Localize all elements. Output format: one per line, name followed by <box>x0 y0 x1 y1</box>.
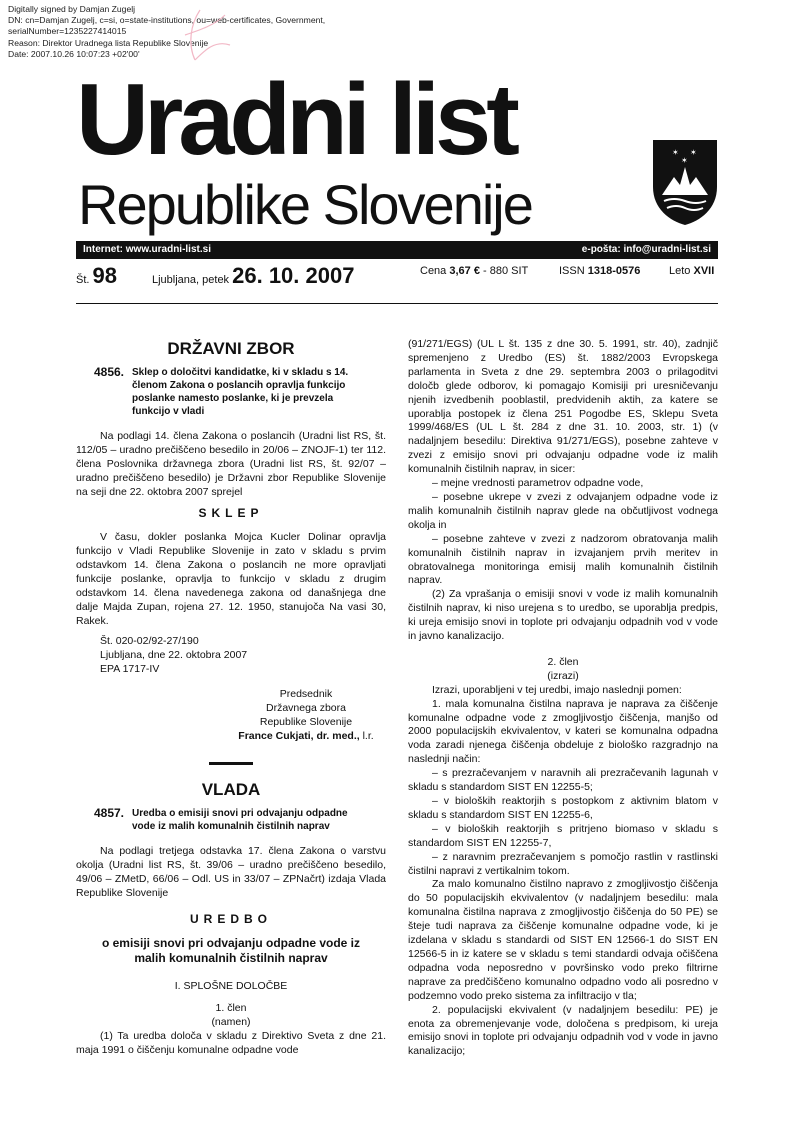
signature-line: DN: cn=Damjan Zugelj, c=si, o=state-institutions, ou=web-certificates, Government, <box>8 15 326 26</box>
paragraph: (1) Ta uredba določa v skladu z Direktivo Sveta z dne 21. maja 1991 o čiščenju komunalne odpadne vode <box>76 1030 386 1057</box>
act-number: 4856. <box>93 364 124 379</box>
signatory-name <box>226 730 386 744</box>
coat-of-arms-icon <box>650 137 720 227</box>
list-item: – mejne vrednosti parametrov odpadne vode, <box>432 477 644 490</box>
issue-place-day: Ljubljana, petek <box>152 274 230 286</box>
masthead-bar <box>76 241 718 259</box>
signatory-country: Republike Slovenije <box>259 716 353 729</box>
price-value: 3,67 € <box>449 265 480 277</box>
act-number: 4857. <box>93 805 124 820</box>
signatory-name-bold: France Cukjati, dr. med., <box>238 730 360 743</box>
svg-text:✶: ✶ <box>681 156 688 165</box>
reference-epa: EPA 1717-IV <box>100 662 160 675</box>
issue-date <box>152 263 354 289</box>
issn-value: 1318-0576 <box>587 265 641 277</box>
paragraph: (91/271/EGS) (UL L št. 135 z dne 30. 5. 1991, str. 40), zadnjič spremenjeno z Uredbo (ES) št. 1882/2003 Evropskega parlamenta in Sveta z dne 29. septembra 2003 o prilagoditvi določb glede odborov, ki pomagajo Komisiji pri uresničevanju njenih izvedbenih pooblastil, predvidenih aktih, za katere se uporablja postopek iz člena 251 Pogodbe ES, Sklepu Sveta 1999/468/ES (UL L št. 284 z dne 31. 10. 2003, str. 1) (v nadaljnjem besedilu: Direktiva 91/271/EGS), posebne zahteve v zvezi z emisijo snovi pri odvajanju odpadne vode iz malih komunalnih čistilnih naprav, in sicer: <box>408 338 718 476</box>
email-link[interactable]: e-pošta: info@uradni-list.si <box>581 244 711 255</box>
paragraph: Na podlagi tretjega odstavka 17. člena Zakona o varstvu okolja (Uradni list RS, št. 39/06 – uradno prečiščeno besedilo, 49/06 – ZMetD, 66/06 – Odl. US in 33/07 – ZPNačrt) izdaja Vlada Republike Slovenije <box>76 844 386 899</box>
sklep-heading: SKLEP <box>198 506 264 521</box>
signatory-body: Državnega zbora <box>266 702 346 715</box>
signature-line: Date: 2007.10.26 10:07:23 +02'00' <box>8 48 140 59</box>
article-subtitle: (namen) <box>211 1016 251 1029</box>
list-item: – v bioloških reaktorjih s pritrjeno biomaso v skladu s standardom SIST EN 12255-7, <box>408 822 718 849</box>
list-item: – posebne ukrepe v zvezi z odvajanjem odpadne vode iz malih komunalnih čistilnih naprav glede na občutljivost vodnega okolja in <box>408 490 718 531</box>
list-item: – s prezračevanjem v naravnih ali prezračevanih lagunah v skladu s standardom SIST EN 12255-5; <box>408 767 718 794</box>
year-value: XVII <box>693 265 715 277</box>
paragraph: V času, dokler poslanka Mojca Kucler Dolinar opravlja funkcijo v Vladi Republike Slovenije in zato v skladu s prvim odstavkom 14. člena Zakona o poslancih ne more opravljati funkcije poslanke, opravlja to funkcijo v skladu z drugim odstavkom 14. člena navedenega zakona od današnjega dne dalje Majda Zupan, rojena 27. 12. 1950, stanujoča Na vasi 30, Rakek. <box>76 531 386 627</box>
uredbo-title: o emisiji snovi pri odvajanju odpadne vode iz malih komunalnih čistilnih naprav <box>101 936 361 966</box>
svg-text:✶: ✶ <box>690 148 697 157</box>
header-divider <box>76 303 718 304</box>
digital-signature <box>8 4 325 60</box>
article-heading: 2. člen <box>547 655 579 668</box>
paragraph: Za malo komunalno čistilno napravo z zmogljivostjo čiščenja do 50 populacijskih ekvivalentov (v nadaljnjem besedilu: mala komunalna čistilna naprava z zmogljivostjo čiščenja do 50 PE) se šteje tudi naprava za čiščenje komunalne odpadne vode, ki je izdelana v skladu s standardi od SIST EN 12566-1 do SIST EN 12566-5 in iz katere se v skladu s temi standardi odvaja očiščena odpadna voda neposredno v površinsko vodo preko filtrirne naprave za predčiščeno komunalno odpadno vodo ali posredno v podzemno vodo preko sistema za infiltracijo v tla; <box>408 878 718 1002</box>
issn-label: ISSN <box>559 265 585 277</box>
section-heading-vlada: VLADA <box>201 780 261 800</box>
paragraph: 2. populacijski ekvivalent (v nadaljnjem besedilu: PE) je enota za obremenjevanje vode, določena s predpisom, ki ureja emisijo snovi in toplote pri odvajanju odpadnih vod v vode in javno kanalizacijo; <box>408 1003 718 1058</box>
internet-link[interactable]: Internet: www.uradni-list.si <box>83 244 211 255</box>
signatory-lr: l.r. <box>359 730 374 743</box>
signatory <box>226 688 386 744</box>
issue-issn <box>559 265 640 277</box>
issue-number-label: Št. <box>76 274 90 286</box>
svg-text:✶: ✶ <box>672 148 679 157</box>
act-4857[interactable] <box>76 807 386 833</box>
right-column <box>408 338 718 1059</box>
issue-date-value: 26. 10. 2007 <box>232 263 355 288</box>
signature-mark-icon <box>170 5 240 65</box>
signature-line: Reason: Direktor Uradnega lista Republike Slovenije <box>8 37 209 48</box>
reference-place-date: Ljubljana, dne 22. oktobra 2007 <box>100 648 248 661</box>
price-label: Cena <box>420 265 447 277</box>
list-item: – z naravnim prezračevanjem s pomočjo rastlin v rastlinski čistilni napravi z vertikalnim tokom. <box>408 850 718 877</box>
masthead-subtitle: Republike Slovenije <box>78 173 532 236</box>
issue-price <box>420 265 528 277</box>
issue-number-value: 98 <box>92 263 117 288</box>
paragraph: Izrazi, uporabljeni v tej uredbi, imajo naslednji pomen: <box>432 683 682 696</box>
signature-line: serialNumber=1235227414015 <box>8 26 127 37</box>
year-label: Leto <box>669 265 691 277</box>
list-item: – v bioloških reaktorjih s postopkom z aktivnim blatom v skladu s standardom SIST EN 12255-6, <box>408 795 718 821</box>
reference-number: Št. 020-02/92-27/190 <box>100 634 199 647</box>
masthead-title: Uradni list <box>76 64 515 176</box>
act-4856[interactable] <box>76 366 386 418</box>
issue-year <box>669 265 714 277</box>
article-subtitle: (izrazi) <box>547 669 579 682</box>
section-heading-dz: DRŽAVNI ZBOR <box>167 339 295 358</box>
uredbo-heading: UREDBO <box>189 911 272 926</box>
list-item: – posebne zahteve v zvezi z nadzorom obratovanja malih komunalnih čistilnih naprav in izvajanjem prvih meritev in obratovalnega monitoringa emisij malih komunalnih čistilnih naprav. <box>408 532 718 587</box>
paragraph: Na podlagi 14. člena Zakona o poslancih (Uradni list RS, št. 112/05 – uradno prečiščeno besedilo in 20/06 – ZNOJF-1) ter 112. člena Poslovnika državnega zbora (Uradni list RS, št. 92/07 – uradno prečiščeno besedilo) je Državni zbor Republike Slovenije na seji dne 22. oktobra 2007 sprejel <box>76 429 386 498</box>
price-sit: - 880 SIT <box>483 265 529 277</box>
left-column <box>76 338 386 1058</box>
paragraph: (2) Za vprašanja o emisiji snovi v vode iz malih komunalnih čistilnih naprav, ki niso urejena s to uredbo, se uporablja predpis, ki ureja emisijo snovi in toplote pri odvajanju odpadnih vod v vode in javno kanalizacijo. <box>408 588 718 643</box>
paragraph: 1. mala komunalna čistilna naprava je naprava za čiščenje komunalne odpadne vode z zmogljivostjo čiščenja, manjšo od 2000 populacijskih ekvivalentov, v kateri se komunalna odpadna voda zaradi njenega čiščenja obdeluje z biološko razgradnjo na naslednji način: <box>408 697 718 766</box>
signature-line: Digitally signed by Damjan Zugelj <box>8 4 136 14</box>
signatory-title: Predsednik <box>279 688 333 701</box>
act-title: Sklep o določitvi kandidatke, ki v skladu s 14. členom Zakona o poslancih opravlja funkcijo poslanke namesto poslanke, ki je prevzela funkcijo v vladi <box>132 366 349 417</box>
act-title: Uredba o emisiji snovi pri odvajanju odpadne vode iz malih komunalnih čistilnih naprav <box>132 807 348 832</box>
chapter-heading: I. SPLOŠNE DOLOČBE <box>174 980 288 993</box>
section-rule <box>209 762 253 765</box>
article-heading: 1. člen <box>215 1002 247 1015</box>
issue-number <box>76 263 117 289</box>
